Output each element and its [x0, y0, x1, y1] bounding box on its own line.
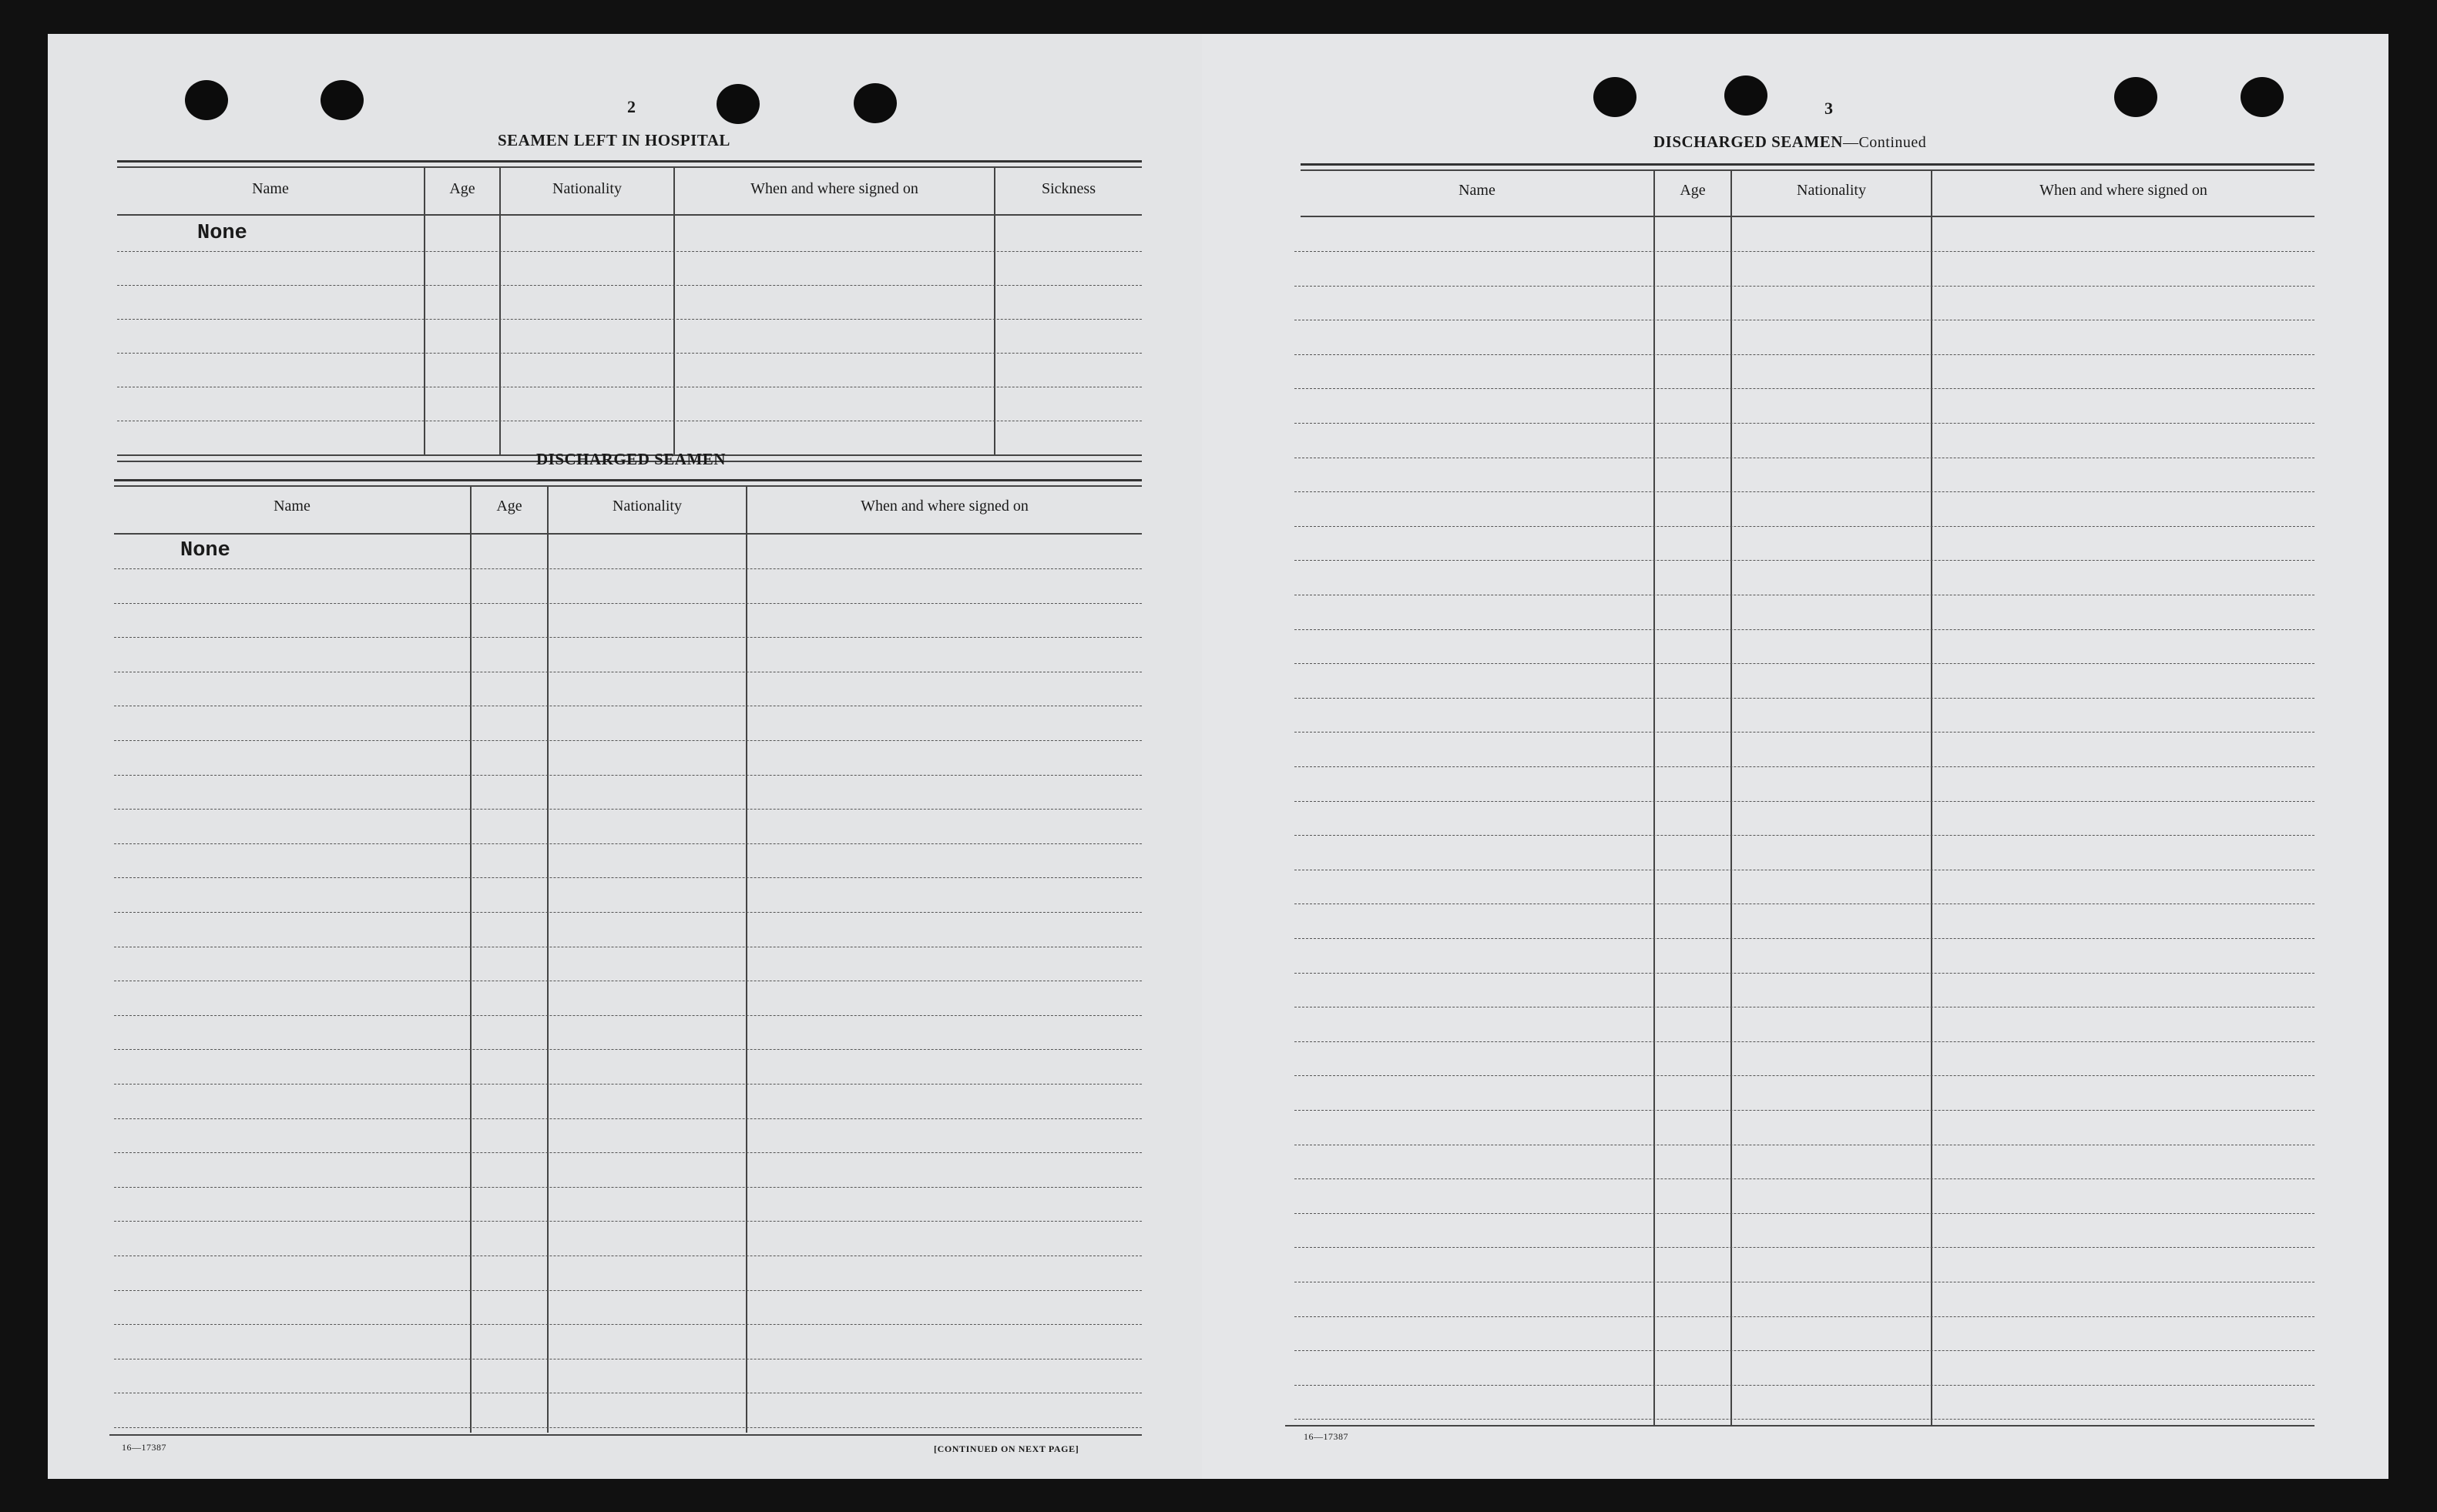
bottom-rule	[1285, 1425, 2314, 1427]
row-line	[114, 1015, 1142, 1016]
row-line	[114, 809, 1142, 810]
row-line	[114, 1427, 1142, 1428]
row-line	[1294, 286, 2314, 287]
section-title-hospital: SEAMEN LEFT IN HOSPITAL	[498, 131, 730, 149]
col-header-name: Name	[274, 498, 310, 515]
rule	[114, 479, 1142, 481]
col-header-signed-on: When and where signed on	[750, 180, 918, 197]
row-line	[1294, 938, 2314, 939]
row-line	[114, 1187, 1142, 1188]
column-divider	[1653, 169, 1655, 1425]
header-rule	[1301, 216, 2314, 217]
row-line	[1294, 766, 2314, 767]
row-line	[114, 775, 1142, 776]
row-line	[114, 912, 1142, 913]
row-line	[1294, 1419, 2314, 1420]
section-title-main: DISCHARGED SEAMEN	[1653, 132, 1843, 151]
row-line	[117, 353, 1142, 354]
row-line	[1294, 801, 2314, 802]
punch-hole	[717, 84, 760, 124]
row-line	[1294, 1316, 2314, 1317]
header-rule	[117, 214, 1142, 216]
row-line	[1294, 560, 2314, 561]
row-line	[1294, 1213, 2314, 1214]
row-line	[114, 1221, 1142, 1222]
punch-hole	[1724, 75, 1767, 116]
row-line	[1294, 1075, 2314, 1076]
row-line	[114, 637, 1142, 638]
row-line	[1294, 354, 2314, 355]
left-page	[48, 34, 1228, 1479]
row-line	[114, 603, 1142, 604]
row-line	[1294, 526, 2314, 527]
row-line	[1294, 1110, 2314, 1111]
col-header-age: Age	[449, 180, 475, 197]
col-header-sickness: Sickness	[1042, 180, 1096, 197]
row-line	[1294, 1350, 2314, 1351]
column-divider	[499, 166, 501, 456]
col-header-signed-on: When and where signed on	[861, 498, 1029, 515]
punch-hole	[2241, 77, 2284, 117]
header-rule	[114, 533, 1142, 535]
row-line	[1294, 732, 2314, 733]
row-line	[114, 1290, 1142, 1291]
col-header-name: Name	[1459, 182, 1495, 199]
row-line	[1294, 629, 2314, 630]
punch-hole	[185, 80, 228, 120]
section-title-discharged: DISCHARGED SEAMEN	[536, 450, 726, 468]
punch-hole	[2114, 77, 2157, 117]
form-number: 16—17387	[122, 1442, 166, 1453]
section-title-discharged-continued	[1653, 132, 1926, 152]
row-line	[1294, 1247, 2314, 1248]
row-line	[1294, 1178, 2314, 1179]
row-line	[114, 1152, 1142, 1153]
form-number: 16—17387	[1304, 1431, 1348, 1442]
punch-hole	[321, 80, 364, 120]
row-line	[114, 740, 1142, 741]
col-header-nationality: Nationality	[552, 180, 622, 197]
bottom-rule	[109, 1434, 1142, 1436]
discharged-entry: None	[180, 539, 230, 562]
col-header-name: Name	[252, 180, 289, 197]
row-line	[1294, 251, 2314, 252]
rule	[1301, 169, 2314, 171]
page-number: 3	[1824, 99, 1833, 118]
row-line	[1294, 423, 2314, 424]
row-line	[1294, 698, 2314, 699]
col-header-nationality: Nationality	[613, 498, 682, 515]
section-title-continued: —Continued	[1842, 134, 1927, 151]
column-divider	[1730, 169, 1732, 1425]
rule	[117, 160, 1142, 163]
column-divider	[424, 166, 425, 456]
row-line	[1294, 388, 2314, 389]
row-line	[1294, 973, 2314, 974]
col-header-age: Age	[496, 498, 522, 515]
rule	[114, 485, 1142, 487]
rule	[1301, 163, 2314, 166]
continued-note: [CONTINUED ON NEXT PAGE]	[934, 1443, 1079, 1454]
row-line	[1294, 1385, 2314, 1386]
rule	[117, 166, 1142, 168]
page-number: 2	[627, 97, 636, 116]
row-line	[114, 1118, 1142, 1119]
row-line	[117, 251, 1142, 252]
column-divider	[673, 166, 675, 456]
row-line	[117, 285, 1142, 286]
col-header-nationality: Nationality	[1797, 182, 1866, 199]
column-divider	[994, 166, 995, 456]
row-line	[117, 319, 1142, 320]
row-line	[1294, 491, 2314, 492]
row-line	[114, 877, 1142, 878]
column-divider	[1931, 169, 1932, 1425]
row-line	[114, 568, 1142, 569]
col-header-signed-on: When and where signed on	[2039, 182, 2207, 199]
row-line	[114, 1324, 1142, 1325]
row-line	[1294, 835, 2314, 836]
hospital-entry: None	[197, 222, 247, 245]
col-header-age: Age	[1680, 182, 1706, 199]
row-line	[114, 843, 1142, 844]
row-line	[1294, 663, 2314, 664]
right-page	[1202, 34, 2388, 1479]
row-line	[1294, 1041, 2314, 1042]
punch-hole	[1593, 77, 1636, 117]
punch-hole	[854, 83, 897, 123]
row-line	[114, 1084, 1142, 1085]
row-line	[114, 1049, 1142, 1050]
